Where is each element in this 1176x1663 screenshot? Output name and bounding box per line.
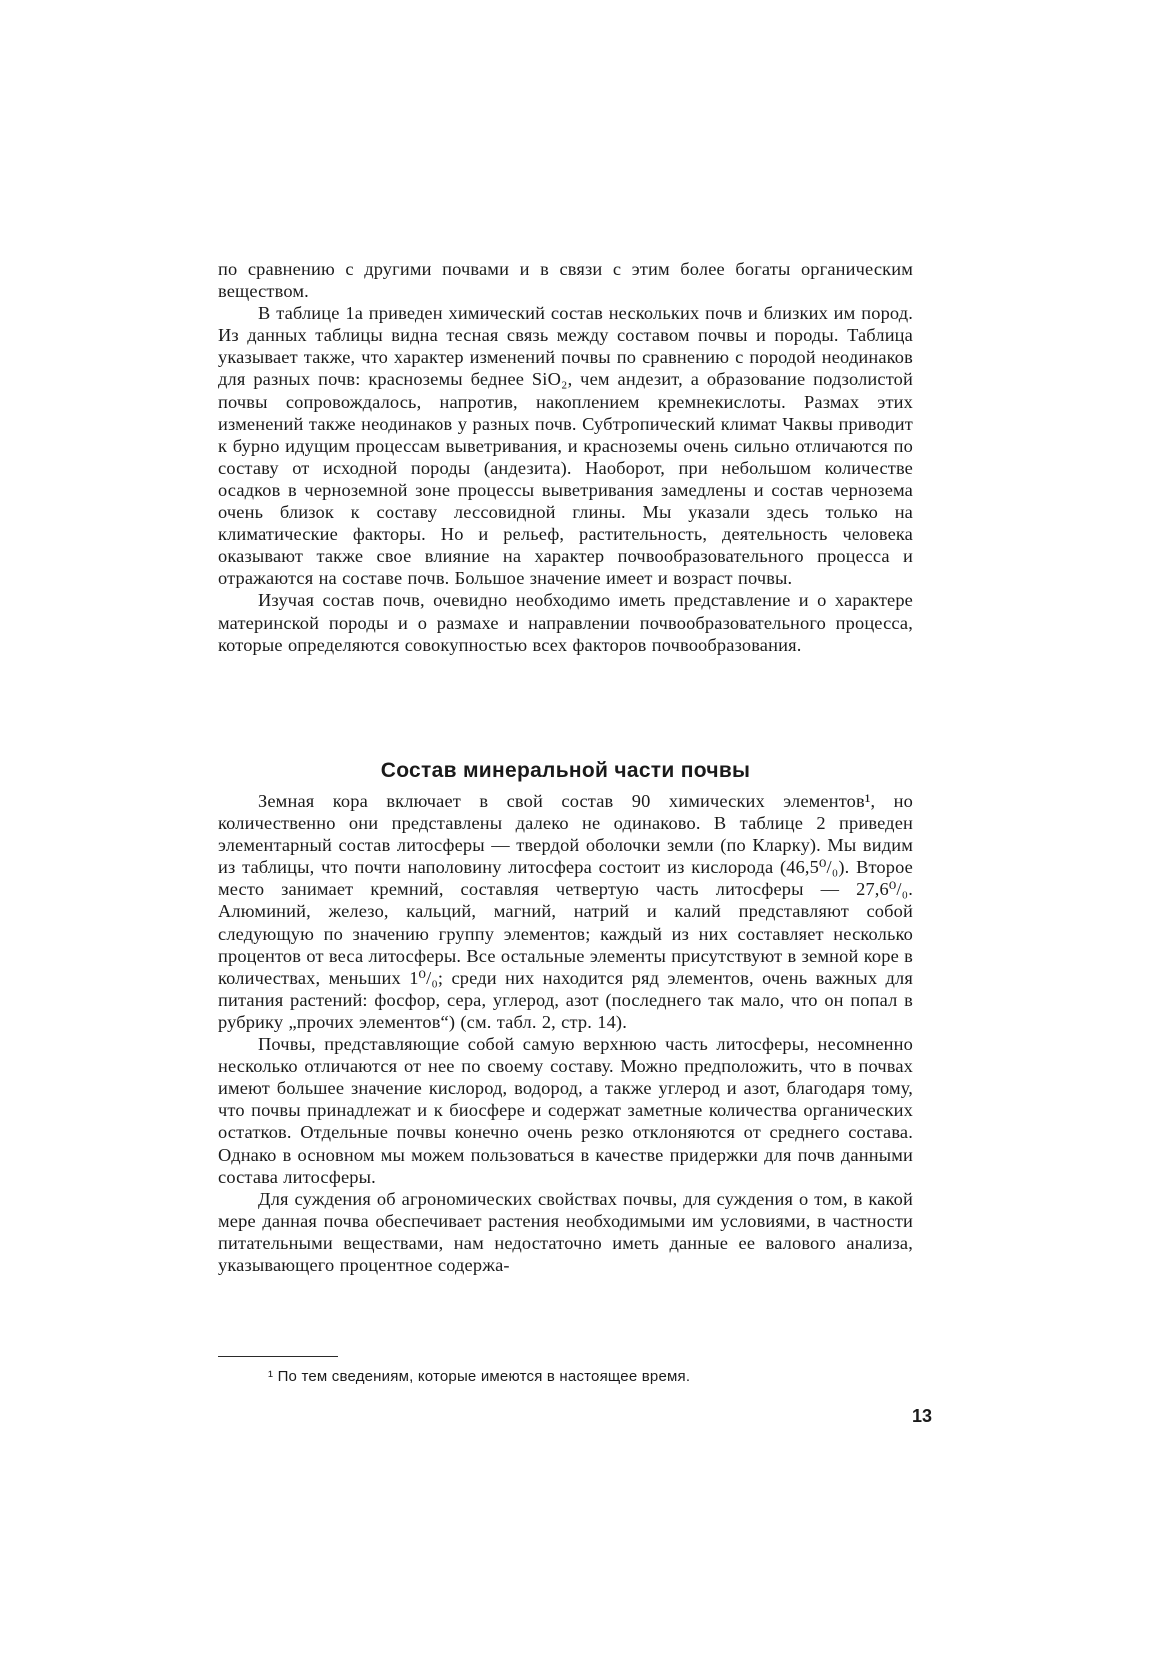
intro-text-block: [218, 258, 913, 656]
footnote: ¹ По тем сведениям, которые имеются в настоящее время.: [268, 1368, 691, 1385]
paragraph-agronomic-properties: Для суждения об агрономических свойствах почвы, для суждения о том, в какой мере данная почва обеспечивает растения необходимыми им условиями, в частности питательными веществами, нам недостаточно иметь данные ее валового анализа, указывающего процентное содержа-: [218, 1188, 913, 1275]
footnote-divider: [218, 1356, 338, 1357]
section-text-block: [218, 790, 913, 1276]
paragraph-soils-lithosphere: Почвы, представляющие собой самую верхнюю часть литосферы, несомненно несколько отличаются от нее по своему составу. Можно предположить, что в почвах имеют большее значение кислород, водород, а также углерод и азот, благодаря тому, что почвы принадлежат и к биосфере и содержат заметные количества органических остатков. Отдельные почвы конечно очень резко отклоняются от среднего состава. Однако в основном мы можем пользоваться в качестве придержки для почв данными состава литосферы.: [218, 1034, 913, 1187]
paragraph-table-1a: В таблице 1а приведен химический состав нескольких почв и близких им пород. Из данных таблицы видна тесная связь между составом почвы и породы. Таблица указывает также, что характер изменений почвы по сравнению с породой неодинаков для разных почв: красноземы беднее SiO₂, чем андезит, а образование подзолистой почвы сопровождалось, напротив, накоплением кремнекислоты. Размах этих изменений также неодинаков у разных почв. Субтропический климат Чаквы приводит к бурно идущим процессам выветривания, и красноземы очень сильно отличаются по составу от исходной породы (андезита). Наоборот, при небольшом количестве осадков в черноземной зоне процессы выветривания замедлены и состав чернозема очень близок к составу лессовидной глины. Мы указали здесь только на климатические факторы. Но и рельеф, растительность, деятельность человека оказывают также свое влияние на характер почвообразовательного процесса и отражаются на составе почв. Большое значение имеет и возраст почвы.: [218, 303, 913, 589]
paragraph-soil-study: Изучая состав почв, очевидно необходимо иметь представление и о характере материнской породы и о размахе и направлении почвообразовательного процесса, которые определяются совокупностью всех факторов почвообразования.: [218, 590, 913, 655]
section-heading: Состав минеральной части почвы: [380, 759, 751, 782]
paragraph-continuation: по сравнению с другими почвами и в связи с этим более богаты органическим веществом.: [218, 259, 913, 302]
paragraph-earth-crust: Земная кора включает в свой состав 90 химических элементов¹, но количественно они представлены далеко не одинаково. В таблице 2 приведен элементарный состав литосферы — твердой оболочки земли (по Кларку). Мы видим из таблицы, что почти наполовину литосфера состоит из кислорода (46,5⁰/₀). Второе место занимает кремний, составляя четвертую часть литосферы — 27,6⁰/₀. Алюминий, железо, кальций, магний, натрий и калий представляют собой следующую по значению группу элементов; каждый из них составляет несколько процентов от веса литосферы. Все остальные элементы присутствуют в земной коре в количествах, меньших 1⁰/₀; среди них находится ряд элементов, очень важных для питания растений: фосфор, сера, углерод, азот (последнего так мало, что он попал в рубрику „прочих элементов“) (см. табл. 2, стр. 14).: [218, 791, 913, 1032]
page-number: 13: [911, 1406, 932, 1426]
